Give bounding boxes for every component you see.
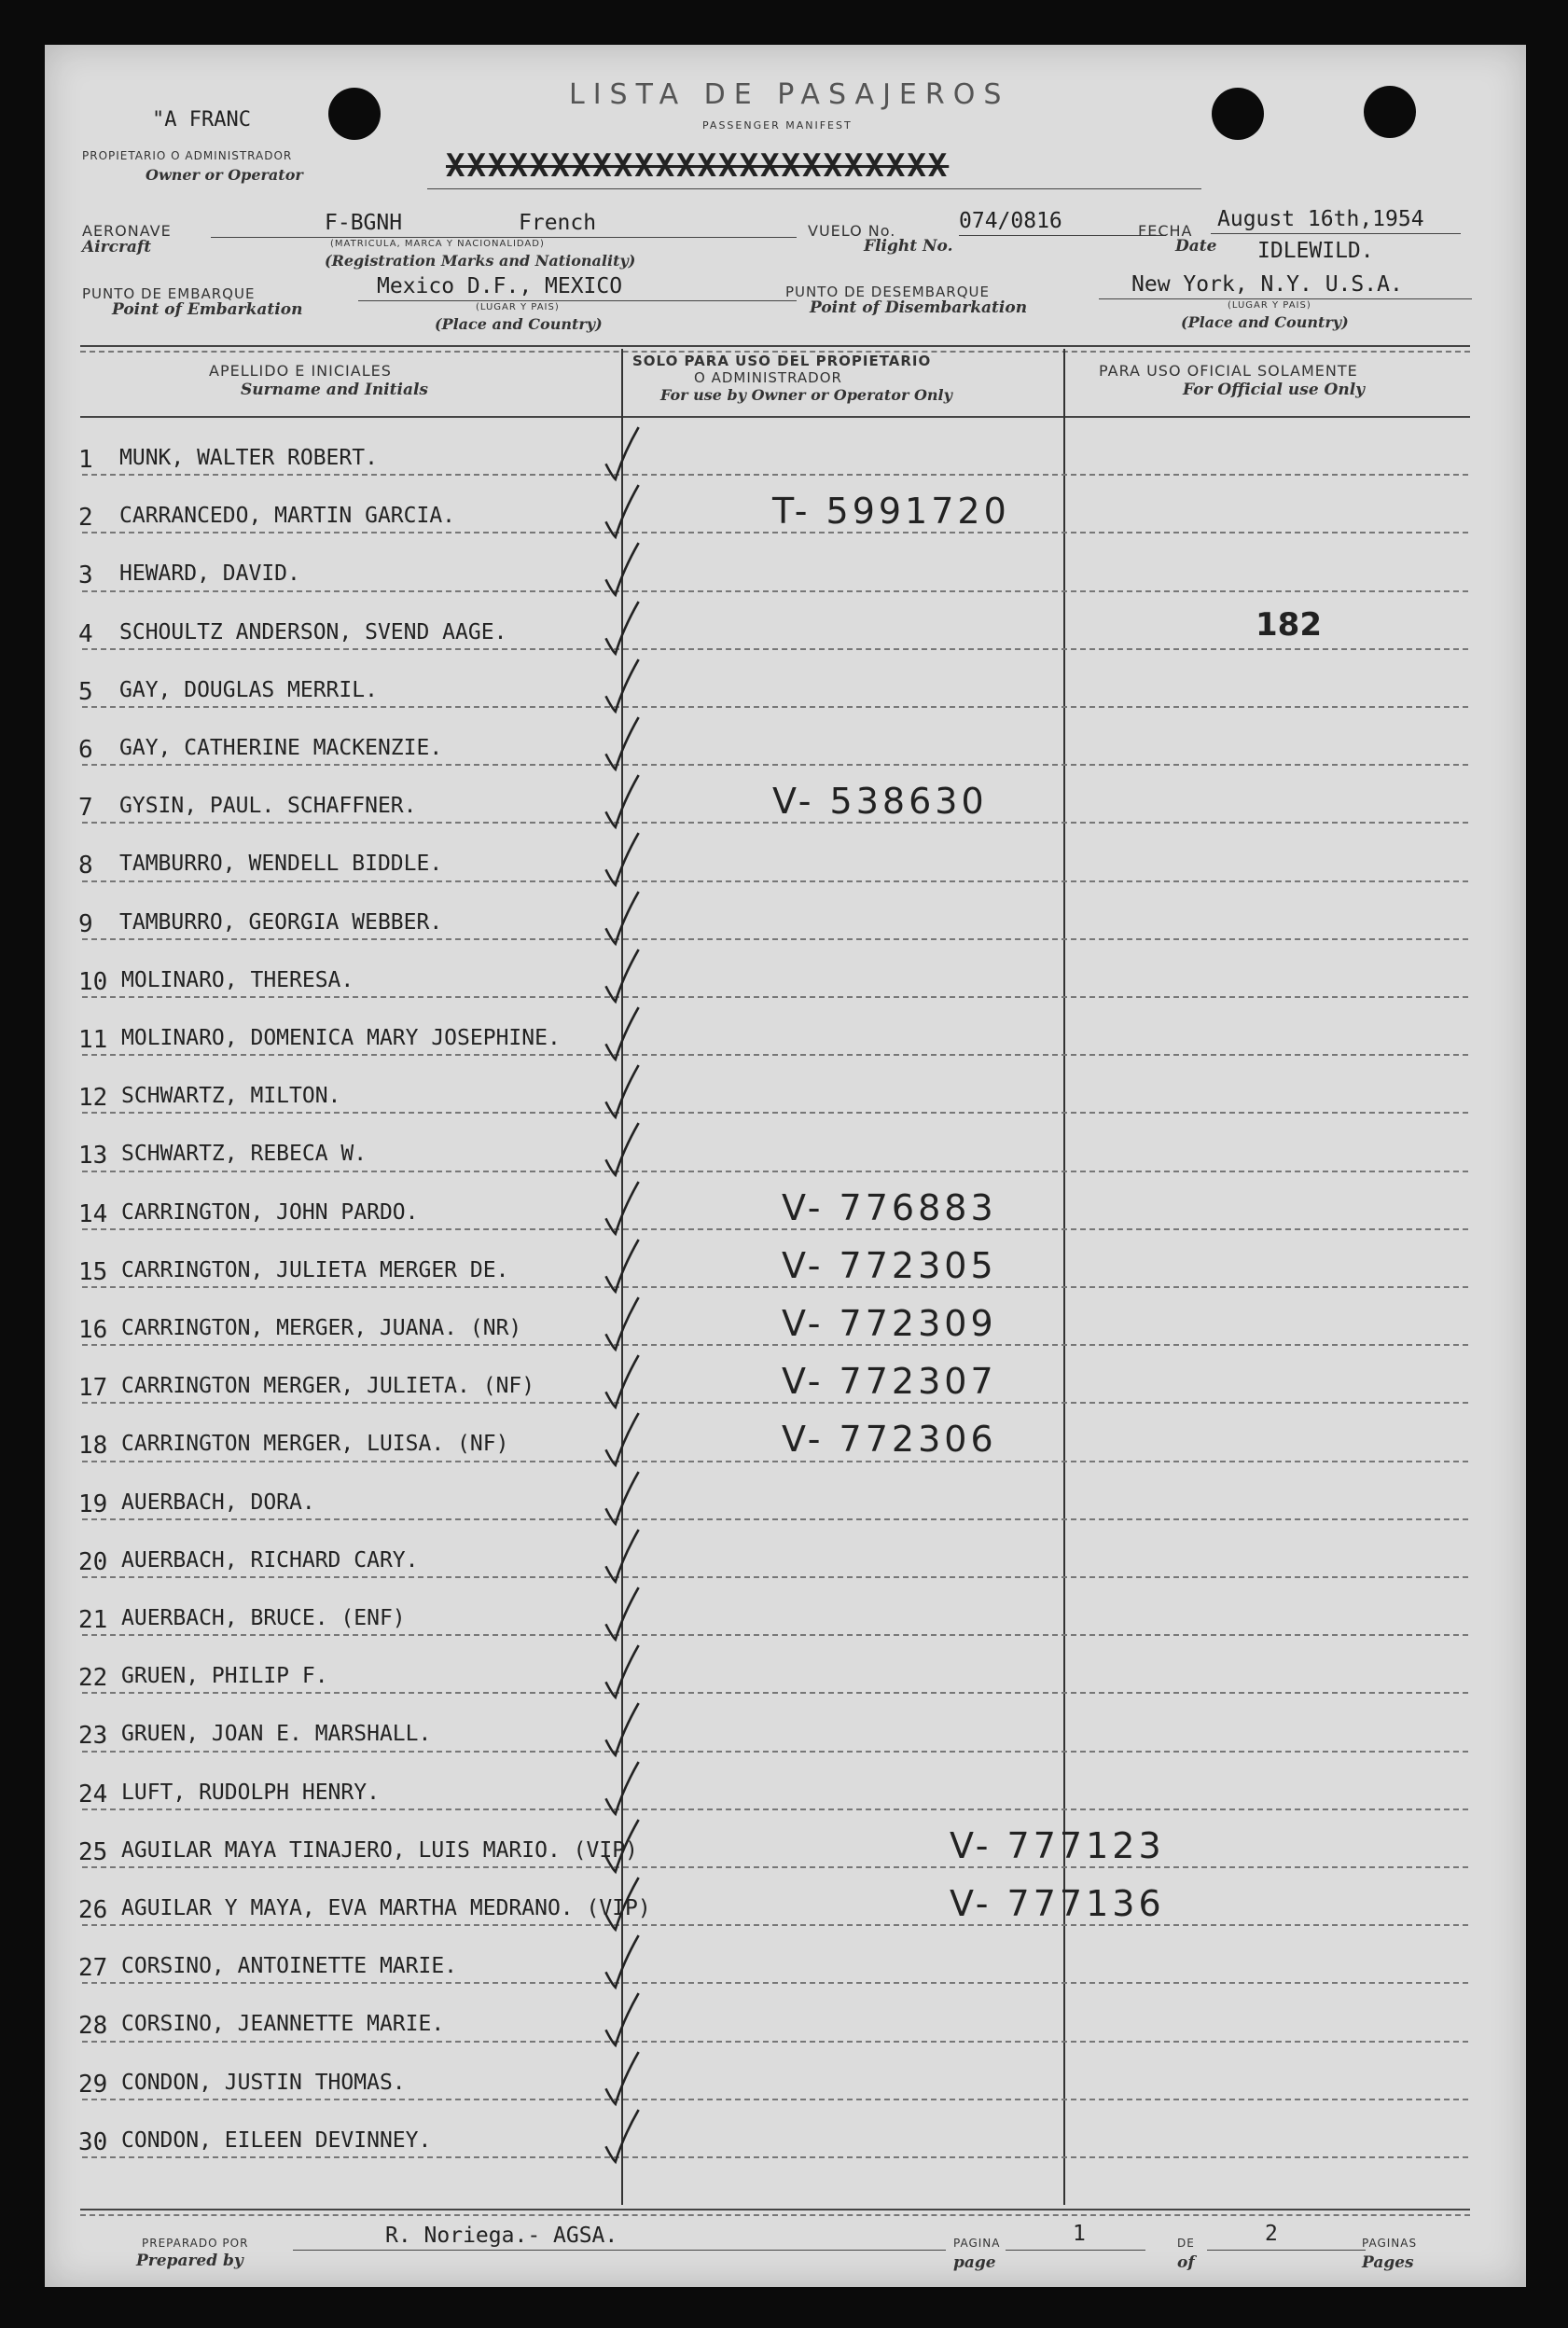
check-mark-icon	[601, 890, 642, 948]
row-rule	[82, 1402, 1468, 1404]
aircraft-registration: F-BGNH	[325, 211, 403, 235]
owner-value-struck: XXXXXXXXXXXXXXXXXXXXXXXX	[446, 147, 950, 185]
check-mark-icon	[601, 425, 642, 483]
owner-note: T- 5991720	[772, 491, 1010, 533]
row-rule	[82, 1518, 1468, 1520]
row-rule	[82, 1228, 1468, 1230]
owner-underline	[427, 188, 1201, 189]
date-underline	[1211, 233, 1461, 234]
passenger-name: HEWARD, DAVID.	[119, 561, 300, 587]
row-number: 24	[78, 1780, 108, 1808]
row-rule	[82, 1866, 1468, 1868]
disembark-underline	[1099, 298, 1472, 299]
column-owner-header-en: For use by Owner or Operator Only	[660, 386, 952, 404]
row-rule	[82, 648, 1468, 650]
row-number: 6	[78, 736, 93, 764]
owner-label: PROPIETARIO O ADMINISTRADOR	[82, 149, 293, 162]
row-number: 18	[78, 1432, 108, 1461]
passenger-name: CARRINGTON, JOHN PARDO.	[121, 1199, 419, 1225]
row-number: 20	[78, 1547, 108, 1576]
passenger-name: GAY, CATHERINE MACKENZIE.	[119, 736, 443, 760]
row-rule	[82, 1982, 1468, 1984]
check-mark-icon	[601, 773, 642, 831]
check-mark-icon	[601, 1701, 642, 1759]
column-surname-header-en: Surname and Initials	[241, 381, 428, 399]
row-number: 27	[78, 1954, 108, 1983]
row-number: 12	[78, 1084, 108, 1113]
check-mark-icon	[601, 541, 642, 599]
footer-rule-1	[80, 2209, 1470, 2210]
owner-note: V- 538630	[772, 781, 988, 823]
row-rule	[82, 880, 1468, 882]
page-number: 1	[1073, 2222, 1086, 2246]
row-rule	[82, 1171, 1468, 1172]
check-mark-icon	[601, 1470, 642, 1528]
owner-note: V- 772307	[782, 1361, 997, 1403]
aircraft-caption: (MATRICULA, MARCA Y NACIONALIDAD)	[330, 239, 545, 249]
passenger-name: LUFT, RUDOLPH HENRY.	[121, 1780, 380, 1805]
passenger-name: MOLINARO, DOMENICA MARY JOSEPHINE.	[121, 1026, 561, 1050]
row-rule	[82, 1461, 1468, 1462]
row-number: 2	[78, 504, 93, 533]
passenger-name: TAMBURRO, GEORGIA WEBBER.	[119, 909, 443, 935]
flight-label: VUELO No.	[808, 222, 896, 240]
row-rule	[82, 2099, 1468, 2100]
row-number: 15	[78, 1257, 108, 1286]
passenger-name: GYSIN, PAUL. SCHAFFNER.	[119, 794, 417, 819]
passenger-name: AGUILAR Y MAYA, EVA MARTHA MEDRANO. (VIP)	[121, 1896, 651, 1920]
passenger-name: CONDON, EILEEN DEVINNEY.	[121, 2127, 432, 2153]
check-mark-icon	[601, 1121, 642, 1179]
passenger-name: CARRANCEDO, MARTIN GARCIA.	[119, 504, 456, 529]
punch-hole-3	[1364, 86, 1416, 138]
disembark-label-en: Point of Disembarkation	[810, 298, 1028, 317]
pages-label-en: Pages	[1362, 2253, 1414, 2272]
row-rule	[82, 2156, 1468, 2158]
embark-underline	[358, 300, 797, 301]
passenger-name: TAMBURRO, WENDELL BIDDLE.	[119, 852, 443, 877]
check-mark-icon	[601, 2108, 642, 2166]
punch-hole-1	[328, 88, 381, 140]
row-number: 8	[78, 852, 93, 880]
passenger-name: CARRINGTON, MERGER, JUANA. (NR)	[121, 1316, 522, 1340]
row-number: 7	[78, 794, 93, 823]
of-underline	[1207, 2250, 1366, 2251]
embark-label: PUNTO DE EMBARQUE	[82, 285, 256, 302]
check-mark-icon	[601, 831, 642, 889]
row-number: 13	[78, 1142, 108, 1171]
check-mark-icon	[601, 1296, 642, 1353]
header-bottom-rule	[80, 416, 1470, 418]
passenger-name: GRUEN, JOAN E. MARSHALL.	[121, 1722, 432, 1747]
pages-label: PAGINAS	[1362, 2237, 1418, 2250]
row-number: 1	[78, 446, 93, 474]
row-rule	[82, 1924, 1468, 1926]
date-value: August 16th,1954	[1217, 207, 1424, 231]
row-number: 5	[78, 677, 93, 706]
row-rule	[82, 822, 1468, 824]
disembark-label: PUNTO DE DESEMBARQUE	[785, 284, 990, 300]
passenger-name: CORSINO, JEANNETTE MARIE.	[121, 2012, 445, 2037]
column-official-header: PARA USO OFICIAL SOLAMENTE	[1099, 362, 1358, 380]
disembark-caption: (LUGAR Y PAIS)	[1228, 300, 1311, 311]
column-divider-2	[1063, 349, 1065, 2205]
punch-hole-2	[1212, 88, 1264, 140]
check-mark-icon	[601, 715, 642, 773]
row-number: 22	[78, 1664, 108, 1693]
check-mark-icon	[601, 1991, 642, 2049]
date-note: IDLEWILD.	[1257, 239, 1374, 263]
row-number: 16	[78, 1316, 108, 1344]
footer-rule-2	[80, 2214, 1470, 2216]
row-number: 21	[78, 1606, 108, 1634]
check-mark-icon	[601, 1643, 642, 1701]
check-mark-icon	[601, 1005, 642, 1063]
passenger-name: AGUILAR MAYA TINAJERO, LUIS MARIO. (VIP)	[121, 1837, 638, 1863]
prepared-value: R. Noriega.- AGSA.	[385, 2224, 618, 2248]
passenger-name: CONDON, JUSTIN THOMAS.	[121, 2070, 406, 2095]
check-mark-icon	[601, 1876, 642, 1933]
row-rule	[82, 938, 1468, 940]
row-number: 29	[78, 2070, 108, 2099]
date-label-en: Date	[1175, 237, 1217, 256]
row-rule	[82, 1286, 1468, 1288]
row-rule	[82, 1576, 1468, 1578]
manifest-page	[45, 45, 1526, 2287]
row-number: 10	[78, 967, 108, 996]
passenger-name: AUERBACH, DORA.	[121, 1490, 315, 1515]
of-label-en: of	[1177, 2253, 1195, 2272]
row-rule	[82, 1344, 1468, 1346]
owner-note: V- 772309	[782, 1303, 997, 1344]
manifest-subtitle: PASSENGER MANIFEST	[702, 119, 853, 132]
row-rule	[82, 1634, 1468, 1636]
passenger-name: CARRINGTON, JULIETA MERGER DE.	[121, 1257, 509, 1282]
row-rule	[82, 706, 1468, 708]
check-mark-icon	[601, 1528, 642, 1586]
row-rule	[82, 1054, 1468, 1056]
of-label: DE	[1177, 2237, 1195, 2250]
passenger-name: SCHWARTZ, REBECA W.	[121, 1142, 368, 1167]
flight-label-en: Flight No.	[864, 237, 953, 256]
passenger-name: MUNK, WALTER ROBERT.	[119, 446, 378, 470]
passenger-name: CARRINGTON MERGER, JULIETA. (NF)	[121, 1374, 535, 1399]
owner-note: V- 777136	[950, 1883, 1165, 1924]
check-mark-icon	[601, 1933, 642, 1991]
passenger-name: GAY, DOUGLAS MERRIL.	[119, 677, 378, 702]
page-label-en: page	[953, 2253, 996, 2272]
row-number: 19	[78, 1490, 108, 1518]
column-official-header-en: For Official use Only	[1183, 381, 1366, 399]
row-rule	[82, 474, 1468, 476]
disembark-value: New York, N.Y. U.S.A.	[1131, 272, 1403, 297]
aircraft-caption-en: (Registration Marks and Nationality)	[325, 252, 636, 270]
passenger-name: AUERBACH, BRUCE. (ENF)	[121, 1606, 406, 1630]
embark-caption: (LUGAR Y PAIS)	[476, 302, 560, 312]
row-number: 3	[78, 561, 93, 590]
row-rule	[82, 764, 1468, 766]
check-mark-icon	[601, 1063, 642, 1121]
passenger-name: SCHWARTZ, MILTON.	[121, 1084, 341, 1109]
row-number: 14	[78, 1199, 108, 1228]
passenger-name: CARRINGTON MERGER, LUISA. (NF)	[121, 1432, 509, 1457]
passenger-name: CORSINO, ANTOINETTE MARIE.	[121, 1954, 458, 1979]
row-number: 4	[78, 619, 93, 648]
prepared-label-en: Prepared by	[136, 2252, 243, 2270]
row-number: 26	[78, 1896, 108, 1924]
total-pages: 2	[1265, 2222, 1278, 2246]
row-rule	[82, 590, 1468, 592]
check-mark-icon	[601, 1238, 642, 1296]
passenger-name: AUERBACH, RICHARD CARY.	[121, 1547, 419, 1573]
check-mark-icon	[601, 1818, 642, 1876]
row-rule	[82, 1112, 1468, 1114]
column-owner-header-1: SOLO PARA USO DEL PROPIETARIO	[632, 353, 932, 369]
manifest-title: LISTA DE PASAJEROS	[569, 78, 1010, 111]
flight-underline	[959, 235, 1166, 236]
airline-stamp: "A FRANC	[152, 108, 251, 132]
column-surname-header: APELLIDO E INICIALES	[209, 362, 392, 380]
check-mark-icon	[601, 600, 642, 658]
disembark-caption-en: (Place and Country)	[1181, 313, 1349, 331]
check-mark-icon	[601, 2050, 642, 2108]
row-rule	[82, 532, 1468, 534]
passenger-name: SCHOULTZ ANDERSON, SVEND AAGE.	[119, 619, 507, 644]
check-mark-icon	[601, 1411, 642, 1469]
passenger-name: GRUEN, PHILIP F.	[121, 1664, 328, 1689]
prepared-underline	[293, 2250, 946, 2251]
column-owner-header-2: O ADMINISTRADOR	[694, 369, 842, 386]
header-top-rule-1	[80, 345, 1470, 347]
row-number: 25	[78, 1837, 108, 1866]
owner-note: V- 776883	[782, 1186, 997, 1228]
embark-caption-en: (Place and Country)	[435, 315, 603, 333]
row-rule	[82, 1808, 1468, 1810]
row-number: 17	[78, 1374, 108, 1403]
official-note: 182	[1256, 606, 1322, 644]
date-label: FECHA	[1138, 222, 1193, 240]
check-mark-icon	[601, 948, 642, 1005]
check-mark-icon	[601, 483, 642, 541]
owner-note: V- 772306	[782, 1419, 997, 1461]
check-mark-icon	[601, 1353, 642, 1411]
row-rule	[82, 1692, 1468, 1694]
row-rule	[82, 996, 1468, 998]
prepared-label: PREPARADO POR	[142, 2237, 249, 2250]
page-underline	[1006, 2250, 1145, 2251]
passenger-name: MOLINARO, THERESA.	[121, 967, 354, 992]
row-number: 30	[78, 2127, 108, 2156]
check-mark-icon	[601, 1586, 642, 1643]
flight-number: 074/0816	[959, 209, 1062, 233]
owner-label-en: Owner or Operator	[146, 166, 303, 184]
row-number: 11	[78, 1026, 108, 1054]
row-number: 9	[78, 909, 93, 938]
aircraft-label: AERONAVE	[82, 222, 172, 240]
row-rule	[82, 2041, 1468, 2043]
check-mark-icon	[601, 1180, 642, 1238]
owner-note: V- 772305	[782, 1244, 997, 1286]
check-mark-icon	[601, 1760, 642, 1818]
owner-note: V- 777123	[950, 1824, 1165, 1866]
embark-value: Mexico D.F., MEXICO	[377, 274, 623, 298]
check-mark-icon	[601, 658, 642, 715]
row-rule	[82, 1751, 1468, 1753]
row-number: 23	[78, 1722, 108, 1751]
aircraft-nationality: French	[519, 211, 597, 235]
aircraft-label-en: Aircraft	[82, 238, 152, 256]
aircraft-underline	[211, 237, 797, 238]
row-number: 28	[78, 2012, 108, 2041]
page-label: PAGINA	[953, 2237, 1001, 2250]
embark-label-en: Point of Embarkation	[112, 300, 303, 319]
